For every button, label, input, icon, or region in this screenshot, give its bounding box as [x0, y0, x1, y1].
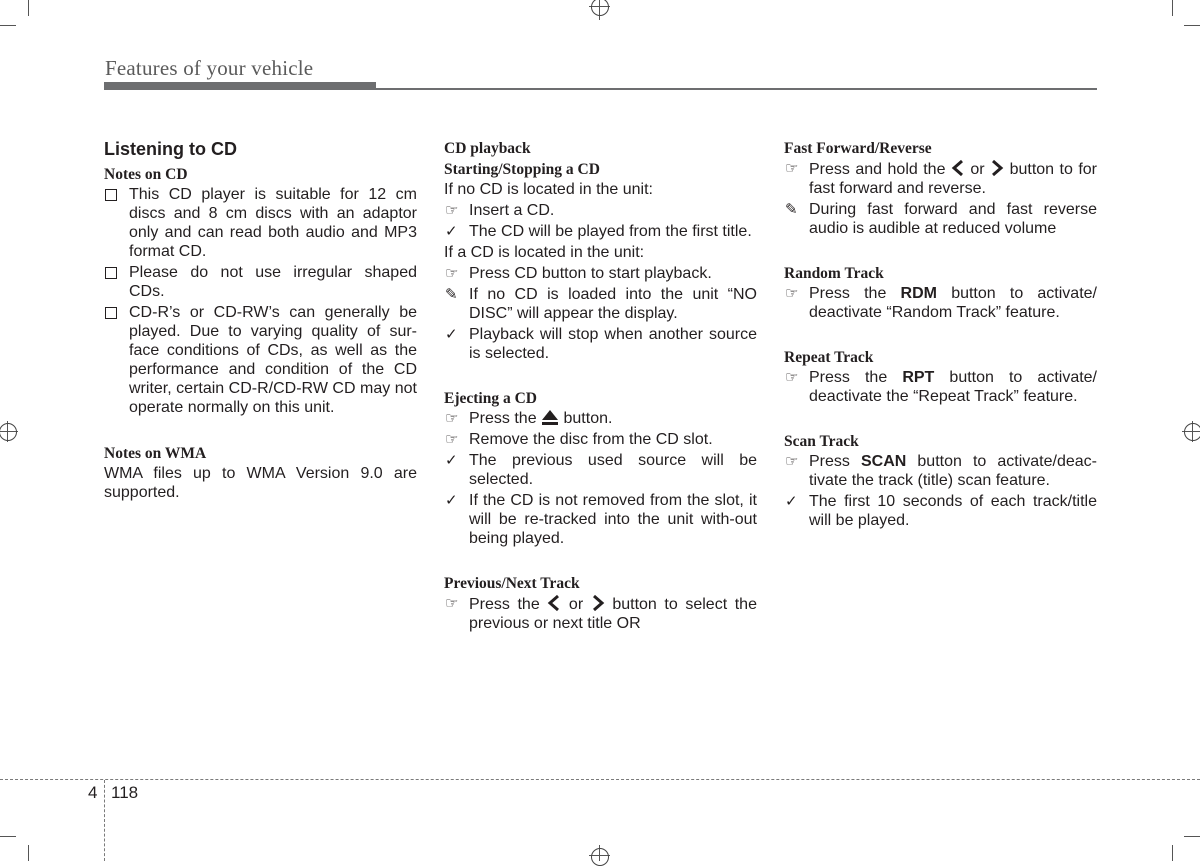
list-item: ✓ If the CD is not removed from the slot, it will be re-tracked into the unit with-out being played.	[445, 492, 757, 547]
crop-mark	[28, 845, 29, 861]
chevron-left-icon	[951, 159, 965, 177]
page-number: 118	[111, 783, 139, 802]
registration-circle	[0, 423, 17, 441]
registration-circle	[591, 0, 609, 16]
hand-point-icon: ☞	[785, 285, 799, 302]
key-label: RDM	[900, 285, 937, 302]
subheading-notes-wma: Notes on WMA	[104, 445, 207, 462]
column-1	[104, 138, 417, 502]
list-item: ✓ The CD will be played from the first title.	[445, 223, 752, 240]
list-item: ☞ Remove the disc from the CD slot.	[445, 431, 713, 448]
crop-mark	[1172, 845, 1173, 861]
registration-circle	[591, 848, 609, 866]
list-item: ✓ The first 10 seconds of each track/title will be played.	[785, 493, 1097, 529]
hand-point-icon: ☞	[445, 595, 459, 612]
hand-point-icon: ☞	[445, 265, 459, 282]
crop-mark	[1184, 836, 1200, 837]
checkbox-icon	[105, 307, 117, 319]
crop-mark	[28, 0, 29, 16]
list-item: ✎ If no CD is loaded into the unit “NO DISC” will appear the display.	[445, 286, 757, 322]
registration-circle	[1184, 423, 1200, 441]
check-icon: ✓	[445, 223, 458, 240]
subheading-repeat: Repeat Track	[784, 349, 874, 366]
list-item: ✓ The previous used source will be selected.	[445, 452, 757, 488]
checkbox-icon	[105, 189, 117, 201]
subheading-eject: Ejecting a CD	[444, 390, 537, 407]
subheading-notes-cd: Notes on CD	[104, 166, 188, 183]
column-2	[444, 138, 757, 635]
subheading-cd-playback: CD playback	[444, 140, 531, 157]
hand-point-icon: ☞	[445, 410, 459, 427]
paragraph: WMA files up to WMA Version 9.0 are supported.	[104, 465, 417, 501]
crop-mark	[0, 25, 16, 26]
key-label: SCAN	[860, 453, 907, 470]
pencil-note-icon: ✎	[785, 201, 798, 218]
footer-divider	[104, 780, 105, 861]
chevron-left-icon	[547, 594, 561, 612]
section-heading: Listening to CD	[104, 139, 237, 159]
paragraph: If a CD is located in the unit:	[444, 244, 645, 261]
chevron-right-icon	[591, 594, 605, 612]
crop-mark	[1172, 0, 1173, 16]
list-item: ☞ Insert a CD.	[445, 202, 555, 219]
crop-mark	[1184, 25, 1200, 26]
list-item: ☞ Press and hold the or button to for fast forward and reverse.	[785, 160, 1097, 197]
subheading-scan: Scan Track	[784, 433, 859, 450]
footer-rule	[0, 779, 1200, 780]
check-icon: ✓	[445, 326, 458, 343]
chapter-number: 4	[88, 783, 98, 802]
chevron-right-icon	[990, 159, 1004, 177]
list-item: ☞ Press the RPT button to activate/ deactivate the “Repeat Track” feature.	[785, 369, 1098, 405]
check-icon: ✓	[445, 452, 458, 469]
list-item: ☞ Press SCAN button to activate/deac-tivate the track (title) scan feature.	[785, 453, 1097, 489]
pencil-note-icon: ✎	[445, 286, 458, 303]
column-3	[784, 138, 1097, 532]
check-icon: ✓	[445, 492, 458, 509]
hand-point-icon: ☞	[785, 369, 799, 386]
hand-point-icon: ☞	[785, 160, 799, 177]
key-label: RPT	[902, 369, 935, 386]
subheading-start-stop: Starting/Stopping a CD	[444, 161, 600, 178]
list-item: CD-R’s or CD-RW’s can generally be played. Due to varying quality of sur-face conditions of CDs, as well as the performance and condition of the CD writer, certain CD-R/CD-RW CD may not operate normally on this unit.	[104, 303, 417, 417]
check-icon: ✓	[785, 493, 798, 510]
crop-mark	[0, 836, 16, 837]
hand-point-icon: ☞	[785, 453, 799, 470]
list-item: ☞ Press the RDM button to activate/ deactivate “Random Track” feature.	[785, 285, 1097, 321]
list-item: Please do not use irregular shaped CDs.	[104, 263, 417, 301]
header-rule	[104, 88, 1097, 90]
subheading-prev-next: Previous/Next Track	[444, 575, 580, 592]
hand-point-icon: ☞	[445, 202, 459, 219]
list-item: ☞ Press CD button to start playback.	[445, 265, 712, 282]
list-item: ☞ Press the button.	[445, 410, 613, 427]
eject-icon	[541, 409, 559, 426]
list-item: ✎ During fast forward and fast reverse audio is audible at reduced volume	[785, 201, 1097, 237]
list-item: ✓ Playback will stop when another source is selected.	[445, 326, 757, 362]
list-item: ☞ Press the or button to select the previous or next title OR	[445, 595, 757, 632]
subheading-fast-forward: Fast Forward/Reverse	[784, 140, 932, 157]
paragraph: If no CD is located in the unit:	[444, 181, 653, 198]
list-item: This CD player is suitable for 12 cm discs and 8 cm discs with an adaptor only and can read both audio and MP3 format CD.	[104, 185, 417, 261]
hand-point-icon: ☞	[445, 431, 459, 448]
section-header-title: Features of your vehicle	[105, 56, 314, 80]
subheading-random: Random Track	[784, 265, 884, 282]
checkbox-icon	[105, 267, 117, 279]
